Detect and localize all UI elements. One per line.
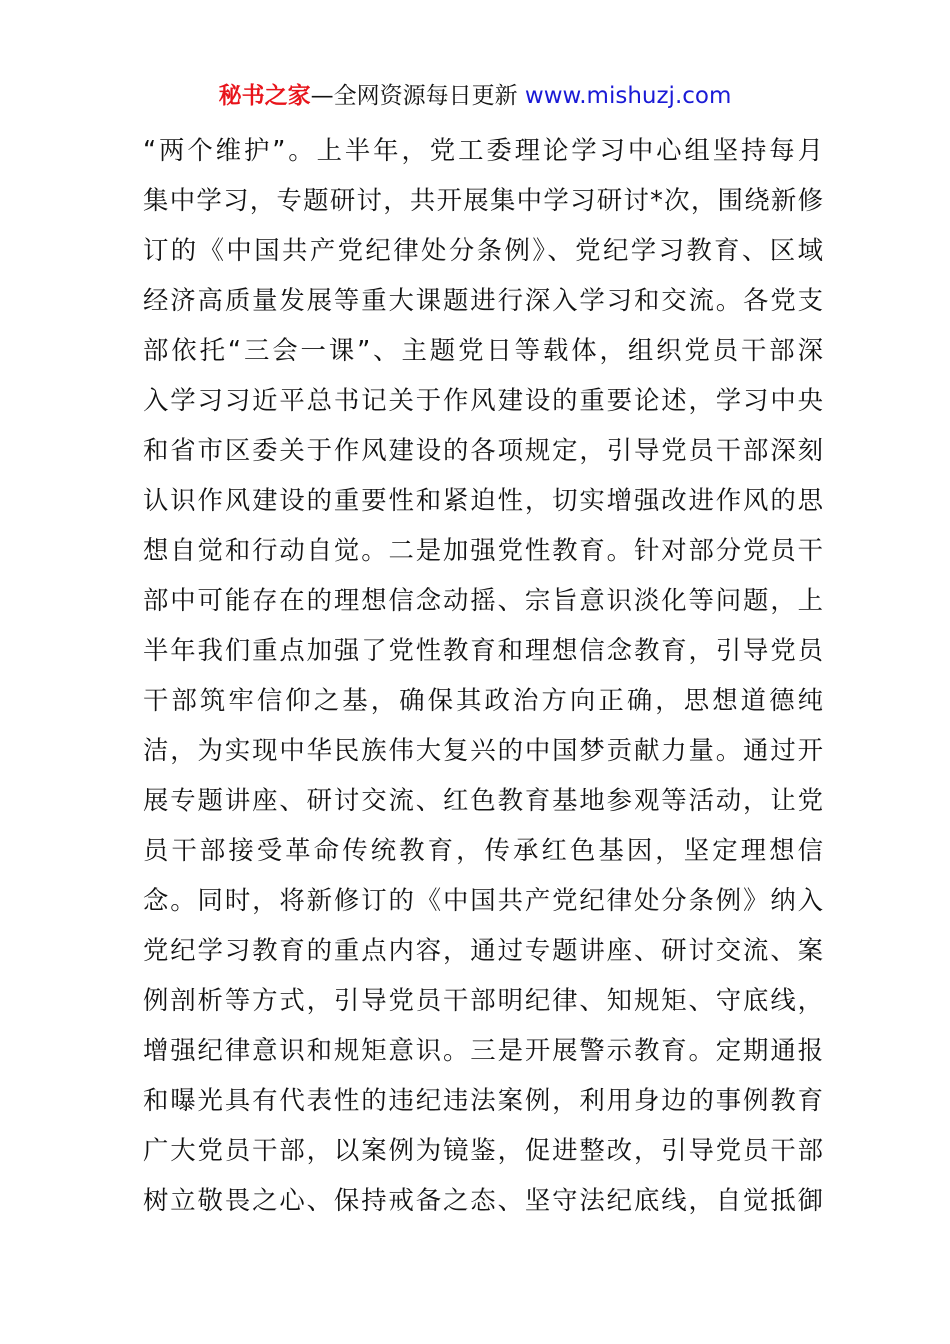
text-line: 念。同时，将新修订的《中国共产党纪律处分条例》纳入	[143, 885, 823, 915]
text-line: 广大党员干部，以案例为镜鉴，促进整改，引导党员干部	[143, 1135, 823, 1165]
site-header	[0, 80, 950, 112]
text-line: “两个维护”。上半年，党工委理论学习中心组坚持每月	[143, 135, 823, 165]
text-line: 增强纪律意识和规矩意识。三是开展警示教育。定期通报	[143, 1035, 823, 1065]
text-line: 例剖析等方式，引导党员干部明纪律、知规矩、守底线，	[143, 985, 823, 1015]
text-line: 部依托“三会一课”、主题党日等载体，组织党员干部深	[143, 335, 823, 365]
text-line: 认识作风建设的重要性和紧迫性，切实增强改进作风的思	[143, 485, 823, 515]
text-line: 展专题讲座、研讨交流、红色教育基地参观等活动，让党	[143, 785, 823, 815]
text-line: 集中学习，专题研讨，共开展集中学习研讨*次，围绕新修	[143, 185, 823, 215]
text-line: 入学习习近平总书记关于作风建设的重要论述，学习中央	[143, 385, 823, 415]
text-line: 想自觉和行动自觉。二是加强党性教育。针对部分党员干	[143, 535, 823, 565]
site-tagline: —全网资源每日更新	[310, 83, 525, 109]
text-line: 部中可能存在的理想信念动摇、宗旨意识淡化等问题，上	[143, 585, 823, 615]
text-line: 和省市区委关于作风建设的各项规定，引导党员干部深刻	[143, 435, 823, 465]
text-line: 经济高质量发展等重大课题进行深入学习和交流。各党支	[143, 285, 823, 315]
text-line: 员干部接受革命传统教育，传承红色基因，坚定理想信	[143, 835, 823, 865]
text-line: 订的《中国共产党纪律处分条例》、党纪学习教育、区域	[143, 235, 823, 265]
text-line: 树立敬畏之心、保持戒备之态、坚守法纪底线，自觉抵御	[143, 1185, 823, 1215]
text-line: 洁，为实现中华民族伟大复兴的中国梦贡献力量。通过开	[143, 735, 823, 765]
text-line: 半年我们重点加强了党性教育和理想信念教育，引导党员	[143, 635, 823, 665]
document-body	[143, 125, 823, 1225]
site-url-link[interactable]: www.mishuzj.com	[524, 83, 732, 109]
text-line: 干部筑牢信仰之基，确保其政治方向正确，思想道德纯	[143, 685, 823, 715]
site-brand: 秘书之家	[218, 83, 311, 109]
text-line: 和曝光具有代表性的违纪违法案例，利用身边的事例教育	[143, 1085, 823, 1115]
text-line: 党纪学习教育的重点内容，通过专题讲座、研讨交流、案	[143, 935, 823, 965]
